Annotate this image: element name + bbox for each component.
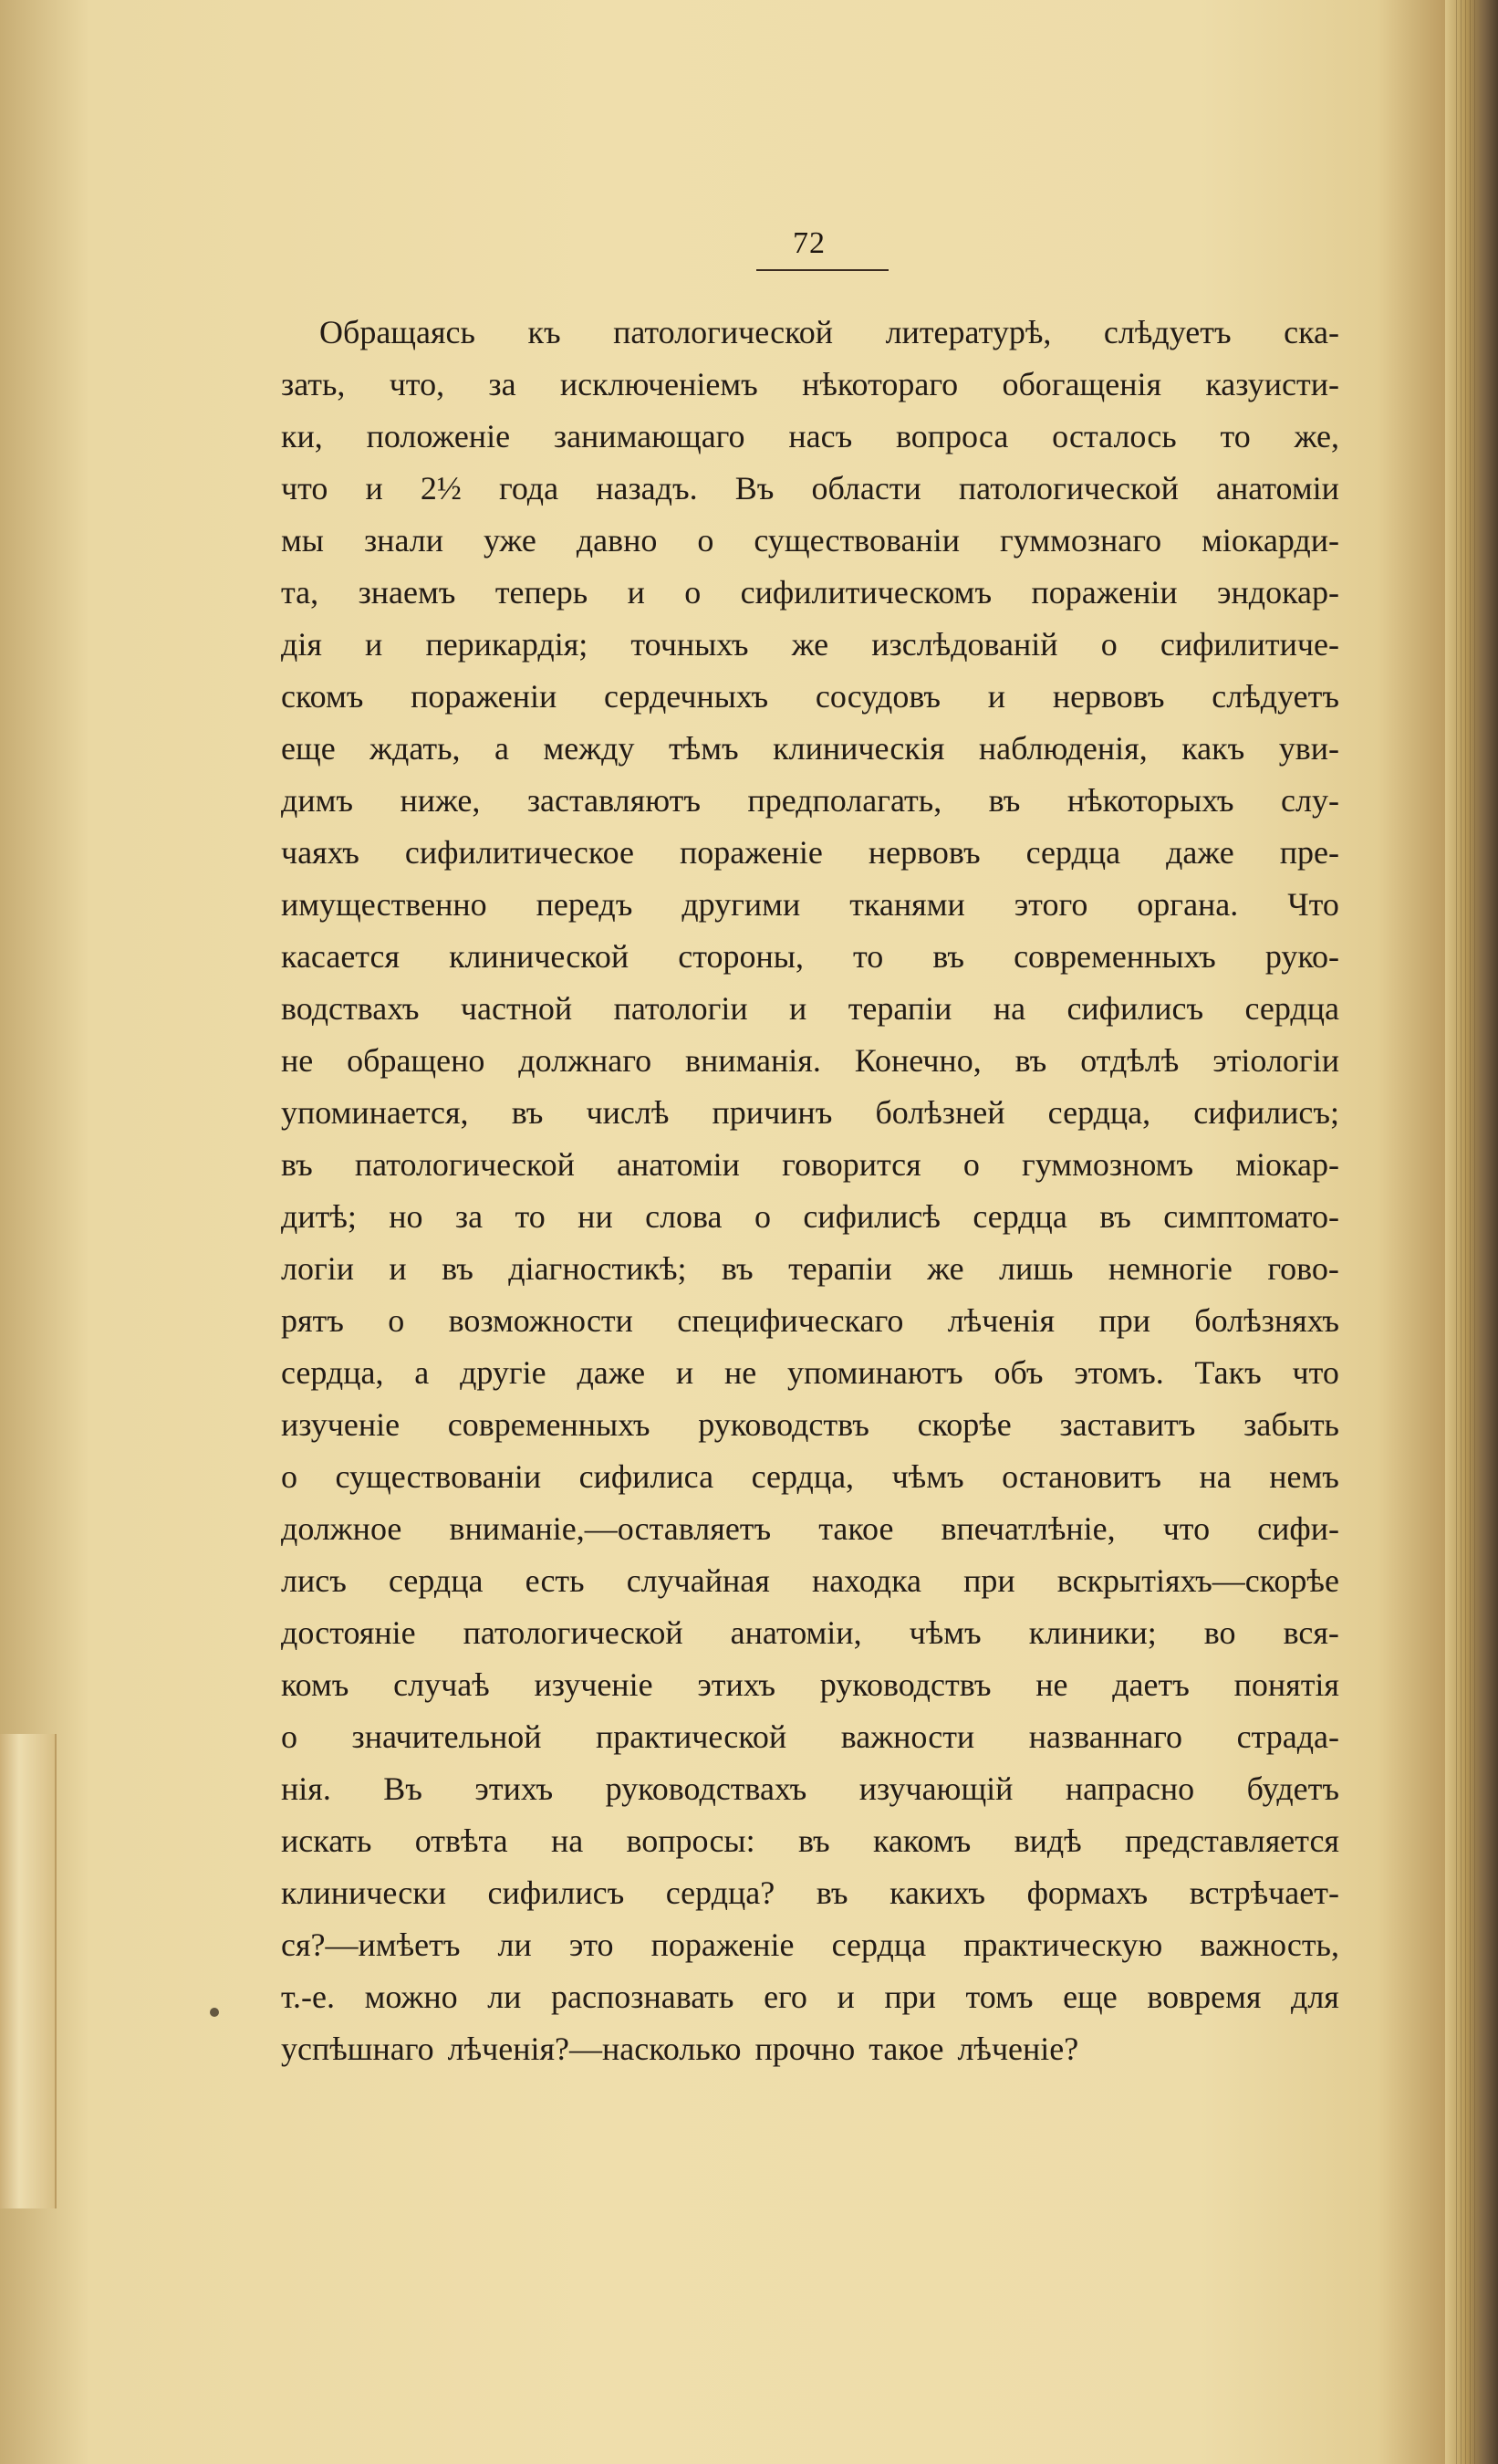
paragraph-word: ниже, (400, 782, 481, 819)
paragraph-word: гуммозномъ (1022, 1146, 1194, 1183)
paragraph-line (281, 566, 1339, 619)
paragraph-word: т.-е. (281, 1979, 335, 2015)
paragraph-line (281, 2022, 1339, 2075)
paragraph-word: чѣмъ (909, 1614, 982, 1651)
paragraph-word: изученіе (281, 1406, 401, 1443)
paragraph-word: зать, (281, 366, 346, 402)
paragraph-word: вопросы: (626, 1822, 755, 1859)
paragraph-word: еще (1063, 1979, 1118, 2015)
paragraph-word: водствахъ (281, 990, 420, 1027)
paragraph-word: современныхъ (447, 1406, 650, 1443)
paragraph-word: пораженіи (411, 678, 557, 715)
paragraph-word: этомъ. (1074, 1354, 1164, 1391)
paragraph-word: патологической (354, 1146, 575, 1183)
paragraph-word: о (697, 522, 714, 559)
paragraph-word: сифилитическомъ (740, 574, 993, 611)
paragraph-word: уже (483, 522, 536, 559)
paragraph-word: лисъ (281, 1562, 347, 1599)
paragraph-word: предполагать, (747, 782, 942, 819)
paragraph-word: и (627, 574, 645, 611)
paragraph-word: теперь (494, 574, 588, 611)
paragraph-word: та, (281, 574, 319, 611)
paragraph-word: вскрытіяхъ—скорѣе (1056, 1562, 1339, 1599)
paragraph-word: изслѣдованій (871, 626, 1058, 663)
paragraph-word: органа. (1137, 886, 1239, 923)
paragraph-word: въ (1014, 1042, 1047, 1079)
paragraph-word: скорѣе (917, 1406, 1012, 1443)
paragraph-word: на (993, 990, 1026, 1027)
paragraph-word: сердца (973, 1198, 1067, 1235)
paragraph-word: міокар- (1235, 1146, 1339, 1183)
paragraph-word: случаѣ (393, 1666, 490, 1703)
paragraph-line (281, 1086, 1339, 1139)
paragraph-line (281, 618, 1339, 671)
paragraph-word: немъ (1269, 1458, 1339, 1495)
paragraph-word: этихъ (697, 1666, 776, 1703)
paragraph-word: есть (525, 1562, 585, 1599)
paragraph-word: ки, (281, 418, 323, 454)
paragraph-word: отдѣлѣ (1080, 1042, 1180, 1079)
paragraph-line (281, 410, 1339, 463)
paragraph-word: сердца (1025, 834, 1121, 871)
paragraph-word: касается (281, 938, 401, 975)
paragraph-word: случайная (626, 1562, 770, 1599)
paragraph-word: патологической (613, 314, 834, 350)
paragraph-word: сердца? (665, 1874, 775, 1911)
paragraph-word: діагностикѣ; (508, 1250, 687, 1287)
paragraph-word: болѣзней (875, 1094, 1005, 1131)
paragraph-word: обогащенія (1002, 366, 1162, 402)
paragraph-word: частной (460, 990, 573, 1027)
paragraph-word: должнаго (518, 1042, 652, 1079)
paragraph-word: гуммознаго (999, 522, 1162, 559)
paragraph-word: не (1035, 1666, 1068, 1703)
paragraph-word: терапіи (848, 990, 952, 1027)
paragraph-word: занимающаго (553, 418, 745, 454)
paragraph-word: должное (281, 1510, 402, 1547)
paragraph-word: руко- (1264, 938, 1339, 975)
paragraph-line (281, 826, 1339, 879)
paragraph-word: числѣ (586, 1094, 670, 1131)
paragraph-word: болѣзняхъ (1194, 1302, 1339, 1339)
paragraph-word: тѣмъ (668, 730, 739, 767)
paragraph-word: анатоміи, (730, 1614, 862, 1651)
paragraph-word: какъ (1181, 730, 1245, 767)
paragraph-word: насъ (788, 418, 853, 454)
paragraph-word: его (764, 1979, 807, 2015)
paragraph-word: то (515, 1198, 546, 1235)
paragraph-word: страда- (1236, 1718, 1339, 1755)
paragraph-word: Что (1287, 886, 1339, 923)
paragraph-word: стороны, (678, 938, 804, 975)
paragraph-word: даже (577, 1354, 646, 1391)
paragraph-word: о (1100, 626, 1118, 663)
paragraph-word: при (963, 1562, 1015, 1599)
paragraph-word: слу- (1281, 782, 1339, 819)
paragraph-word: этого (1014, 886, 1088, 923)
paragraph-line (281, 462, 1339, 515)
paragraph-line (281, 1034, 1339, 1087)
paragraph-word: въ (511, 1094, 544, 1131)
paragraph-word: въ (988, 782, 1021, 819)
paragraph-line (281, 774, 1339, 827)
paragraph-word: а (494, 730, 510, 767)
paragraph-line (281, 1398, 1339, 1451)
paragraph-word: слѣдуетъ (1103, 314, 1232, 350)
paragraph-word: упоминается, (281, 1094, 469, 1131)
paragraph-line (281, 514, 1339, 567)
paragraph-word: достояніе (281, 1614, 416, 1651)
paragraph-word: эндокар- (1217, 574, 1339, 611)
paragraph-word: при (1098, 1302, 1150, 1339)
paragraph-line (281, 722, 1339, 775)
paragraph-word: не (723, 1354, 757, 1391)
paragraph-word: изученіе (534, 1666, 653, 1703)
paragraph-word: сифилисъ; (1193, 1094, 1339, 1131)
paragraph-word: а (414, 1354, 430, 1391)
paragraph-word: о (754, 1198, 771, 1235)
paragraph-word: въ (932, 938, 965, 975)
paragraph-word: лѣченіе? (957, 2031, 1079, 2067)
paragraph-word: чѣмъ (891, 1458, 964, 1495)
paragraph-word: распознавать (551, 1979, 734, 2015)
paragraph-word: какомъ (872, 1822, 972, 1859)
paragraph-word: сердца (1244, 990, 1339, 1027)
paragraph-word: мы (281, 522, 324, 559)
paragraph-word: для (1291, 1979, 1339, 2015)
paragraph-word: важности (840, 1718, 975, 1755)
paragraph-word: вся- (1283, 1614, 1339, 1651)
paragraph-word: формахъ (1026, 1874, 1149, 1911)
paragraph-word: дія (281, 626, 322, 663)
paragraph-word: въ (1099, 1198, 1131, 1235)
paragraph-word: положеніе (366, 418, 511, 454)
paragraph-word: даетъ (1112, 1666, 1190, 1703)
paragraph-word: 2½ (420, 470, 462, 506)
paragraph-line (281, 1242, 1339, 1295)
paragraph-word: патологіи (613, 990, 748, 1027)
paragraph-word: скомъ (281, 678, 364, 715)
paragraph-word: Обращаясь (319, 314, 475, 350)
paragraph-word: года (498, 470, 559, 506)
paragraph-word: знаемъ (358, 574, 456, 611)
paragraph-word: заставляютъ (526, 782, 701, 819)
paragraph-word: и (365, 470, 383, 506)
paragraph-word: знали (363, 522, 443, 559)
paragraph-word: такое (818, 1510, 894, 1547)
paragraph-word: за (454, 1198, 484, 1235)
paragraph-word: казуисти- (1205, 366, 1339, 402)
paragraph-word: сердца, (281, 1354, 384, 1391)
paragraph-word: на (1199, 1458, 1232, 1495)
paragraph-line (281, 1658, 1339, 1711)
paragraph-word: логіи (281, 1250, 354, 1287)
paragraph-word: клинически (281, 1874, 446, 1911)
paragraph-line (281, 982, 1339, 1035)
paragraph-word: же (791, 626, 829, 663)
paragraph-line (281, 930, 1339, 983)
paragraph-word: патологической (958, 470, 1179, 506)
paragraph-word: важность, (1200, 1926, 1339, 1963)
paragraph-word: сердца (388, 1562, 484, 1599)
paragraph-word: другими (681, 886, 801, 923)
paragraph-word: ли (497, 1926, 532, 1963)
paragraph-word: и (389, 1250, 407, 1287)
paragraph-word: симптомато- (1163, 1198, 1339, 1235)
paragraph-word: въ (816, 1874, 848, 1911)
paragraph-word: гово- (1267, 1250, 1339, 1287)
paragraph-word: комъ (281, 1666, 349, 1703)
paragraph-word: на (550, 1822, 584, 1859)
paragraph-word: димъ (281, 782, 353, 819)
paragraph-word: то (853, 938, 884, 975)
paragraph-word: немногіе (1108, 1250, 1233, 1287)
paragraph-word: клиники; (1028, 1614, 1157, 1651)
paragraph-word: пре- (1279, 834, 1339, 871)
paragraph-word: понятія (1233, 1666, 1339, 1703)
paragraph-word: еще (281, 730, 336, 767)
paragraph-word: причинъ (712, 1094, 833, 1131)
paragraph-word: и (789, 990, 807, 1027)
paragraph-word: исключеніемъ (559, 366, 758, 402)
paragraph-word: міокарди- (1202, 522, 1339, 559)
paragraph-word: о (684, 574, 702, 611)
paragraph-line (281, 1762, 1339, 1815)
paragraph-word: практической (596, 1718, 787, 1755)
paragraph-word: упоминаютъ (787, 1354, 963, 1391)
paragraph-line (281, 670, 1339, 723)
paragraph-word: такое (869, 2031, 944, 2067)
paragraph-word: отвѣта (414, 1822, 508, 1859)
paragraph-word: сифилиса (578, 1458, 714, 1495)
paragraph-word: имущественно (281, 886, 487, 923)
paragraph-word: о (281, 1718, 297, 1755)
paragraph-word: руководствахъ (605, 1770, 807, 1807)
paragraph-word: видѣ (1014, 1822, 1082, 1859)
paragraph-word: успѣшнаго (281, 2031, 434, 2067)
paragraph-word: то (1220, 418, 1251, 454)
paragraph-word: существованіи (335, 1458, 542, 1495)
paragraph-word: во (1203, 1614, 1236, 1651)
paragraph-word: практическую (963, 1926, 1163, 1963)
paragraph-line (281, 1346, 1339, 1399)
paragraph-line (281, 1450, 1339, 1503)
paragraph-line (281, 878, 1339, 931)
paragraph-word: это (568, 1926, 614, 1963)
paragraph-line (281, 1138, 1339, 1191)
paragraph-word: сердца, (1047, 1094, 1151, 1131)
paragraph-word: нѣкотораго (802, 366, 959, 402)
paragraph-line (281, 1554, 1339, 1607)
paragraph-word: названнаго (1028, 1718, 1183, 1755)
paragraph-word: ждать, (369, 730, 461, 767)
paragraph-word: вопроса (896, 418, 1009, 454)
paragraph-word: что, (389, 366, 445, 402)
paragraph-word: и (987, 678, 1006, 715)
paragraph-line (281, 1866, 1339, 1919)
paragraph-word: сердца (831, 1926, 927, 1963)
paragraph-word: уви- (1278, 730, 1339, 767)
paragraph-word: впечатлѣніе, (941, 1510, 1116, 1547)
paragraph-word: нія. (281, 1770, 331, 1807)
paragraph-word: дитѣ; (281, 1198, 357, 1235)
paragraph-word: обращено (347, 1042, 485, 1079)
paragraph-word: современныхъ (1014, 938, 1216, 975)
paragraph-line (281, 1502, 1339, 1555)
paragraph-word: что (1292, 1354, 1339, 1391)
paragraph-word: анатоміи (1216, 470, 1339, 506)
paragraph-word: тканями (849, 886, 965, 923)
paragraph-word: сердца, (751, 1458, 855, 1495)
paragraph-word: этихъ (474, 1770, 554, 1807)
paragraph-word: нервовъ (1052, 678, 1165, 715)
paragraph-line (281, 1814, 1339, 1867)
paragraph-word: пораженіе (650, 1926, 795, 1963)
paragraph-line (281, 1970, 1339, 2023)
paragraph-word: перикардія; (425, 626, 588, 663)
page-number-rule (756, 269, 889, 271)
paragraph-word: сифилисѣ (803, 1198, 941, 1235)
paragraph-word: терапіи (788, 1250, 892, 1287)
paragraph-word: за (488, 366, 516, 402)
paragraph-word: чаяхъ (281, 834, 359, 871)
paragraph-word: возможности (448, 1302, 633, 1339)
paragraph-word: этіологіи (1212, 1042, 1339, 1079)
paragraph-word: о (388, 1302, 405, 1339)
paragraph-word: объ (993, 1354, 1044, 1391)
paragraph-word: какихъ (889, 1874, 986, 1911)
paragraph-word: же, (1294, 418, 1339, 454)
paragraph-word: специфическаго (677, 1302, 904, 1339)
paragraph-word: говорится (782, 1146, 921, 1183)
paragraph-word: сердечныхъ (604, 678, 769, 715)
paragraph-word: рятъ (281, 1302, 344, 1339)
paragraph-word: что (281, 470, 328, 506)
paragraph-word: въ (797, 1822, 830, 1859)
paragraph-word: передъ (536, 886, 633, 923)
paragraph-word: нѣкоторыхъ (1066, 782, 1234, 819)
paragraph-word: ся?—имѣетъ (281, 1926, 461, 1963)
paragraph-word: клинической (449, 938, 629, 975)
paragraph-word: между (543, 730, 635, 767)
paragraph-word: существованіи (754, 522, 960, 559)
paragraph-word: что (1162, 1510, 1211, 1547)
paragraph-word: не (281, 1042, 314, 1079)
paragraph-word: будетъ (1246, 1770, 1339, 1807)
paragraph-word: Конечно, (854, 1042, 982, 1079)
paragraph-word: можно (364, 1979, 458, 2015)
paragraph-word: руководствъ (698, 1406, 869, 1443)
paragraph-word: и (675, 1354, 694, 1391)
paragraph-word: встрѣчает- (1189, 1874, 1339, 1911)
paragraph-word: о (962, 1146, 980, 1183)
paragraph-word: нервовъ (868, 834, 981, 871)
paragraph-word: Въ (383, 1770, 422, 1807)
paragraph-word: остановитъ (1002, 1458, 1162, 1495)
paragraph-line (281, 1190, 1339, 1243)
paragraph-word: назадъ. (596, 470, 698, 506)
paragraph-word: Въ (734, 470, 775, 506)
paragraph-word: значительной (351, 1718, 542, 1755)
paragraph-word: и (365, 626, 383, 663)
paragraph-word: представляется (1125, 1822, 1339, 1859)
paragraph-word: точныхъ (630, 626, 749, 663)
paragraph-line (281, 306, 1339, 359)
paragraph-word: заставитъ (1059, 1406, 1196, 1443)
paragraph-word: же (927, 1250, 964, 1287)
paragraph-word: лѣченія (947, 1302, 1056, 1339)
paragraph-word: сосудовъ (815, 678, 941, 715)
paragraph-word: руководствъ (819, 1666, 992, 1703)
paragraph-word: осталось (1052, 418, 1177, 454)
paragraph-word: клиническія (773, 730, 945, 767)
paragraph-word: пораженіе (680, 834, 823, 871)
paragraph-word: о (281, 1458, 297, 1495)
paragraph-word: напрасно (1065, 1770, 1195, 1807)
paragraph-word: сифилисъ (1066, 990, 1204, 1027)
paragraph-word: даже (1166, 834, 1234, 871)
paragraph-word: лѣченія?—насколько (447, 2031, 742, 2067)
paragraph-word: области (811, 470, 921, 506)
paragraph-line (281, 1710, 1339, 1763)
paragraph-word: слова (645, 1198, 723, 1235)
paragraph-word: лишь (999, 1250, 1074, 1287)
paragraph-word: въ (442, 1250, 473, 1287)
paragraph-word: Такъ (1194, 1354, 1262, 1391)
page-number: 72 (793, 226, 826, 260)
paragraph-word: ска- (1284, 314, 1339, 350)
paragraph-word: пораженіи (1031, 574, 1178, 611)
paragraph-word: прочно (754, 2031, 856, 2067)
paragraph-word: слѣдуетъ (1212, 678, 1339, 715)
paragraph-word: въ (281, 1146, 313, 1183)
paragraph-word: при (884, 1979, 936, 2015)
paragraph-word: сифилисъ (487, 1874, 625, 1911)
paragraph-word: анатоміи (617, 1146, 740, 1183)
paragraph-word: литературѣ, (885, 314, 1052, 350)
paragraph-word: томъ (965, 1979, 1034, 2015)
paragraph-word: но (389, 1198, 423, 1235)
paragraph-word: давно (576, 522, 658, 559)
paragraph-word: изучающій (858, 1770, 1014, 1807)
paragraph-word: искать (281, 1822, 372, 1859)
paragraph-word: вниманія. (684, 1042, 821, 1079)
paragraph-word: забыть (1243, 1406, 1339, 1443)
paragraph-word: вовремя (1147, 1979, 1262, 2015)
paragraph-word: сифилитическое (404, 834, 634, 871)
paragraph-word: сифи- (1257, 1510, 1339, 1547)
paragraph-word: къ (527, 314, 561, 350)
paragraph-word: и (837, 1979, 855, 2015)
paragraph-word: ли (487, 1979, 522, 2015)
paragraph-word: находка (811, 1562, 922, 1599)
paragraph-word: въ (721, 1250, 754, 1287)
paragraph-word: ни (577, 1198, 613, 1235)
paragraph-word: другіе (460, 1354, 546, 1391)
paragraph-word: сифилитиче- (1160, 626, 1339, 663)
paragraph-line (281, 1918, 1339, 1971)
paragraph-line (281, 1294, 1339, 1347)
paragraph-word: наблюденія, (978, 730, 1148, 767)
paragraph-word: вниманіе,—оставляетъ (449, 1510, 772, 1547)
paragraph-line (281, 358, 1339, 411)
paragraph-line (281, 1606, 1339, 1659)
paragraph-word: патологической (463, 1614, 683, 1651)
